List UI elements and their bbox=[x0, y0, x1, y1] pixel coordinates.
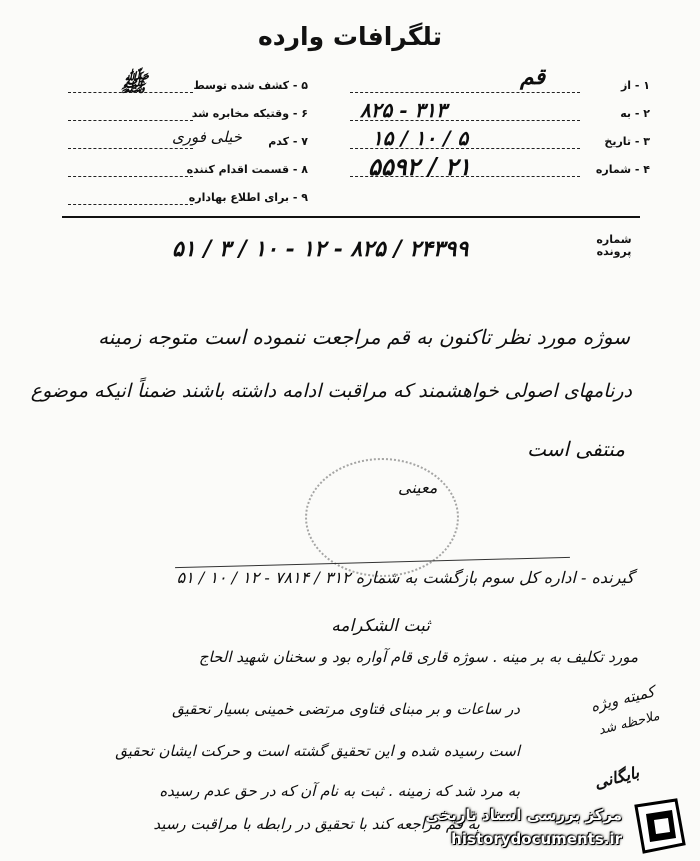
lower-line-3: است رسیده شده و این تحقیق گشته است و حرکت ایشان تحقیق bbox=[115, 742, 520, 760]
lower-title: ثبت الشکرامه bbox=[331, 616, 430, 636]
field-number-value: ۲۱ / ۵۵۹۲ bbox=[368, 152, 471, 181]
field-date-value: ۵ / ۱۰ / ۱۵ bbox=[372, 126, 469, 150]
margin-note-2: ملاحظه شد bbox=[597, 708, 662, 739]
field-inform-line bbox=[68, 204, 193, 205]
field-action-label: ۸ - قسمت اقدام کننده bbox=[186, 163, 308, 176]
watermark-logo-icon bbox=[628, 796, 688, 856]
document-title: تلگرافات وارده bbox=[258, 22, 442, 51]
watermark-url: historydocuments.ir bbox=[451, 830, 622, 848]
field-to-label: ۲ - به bbox=[620, 107, 650, 120]
watermark-name: مرکز بررسی اسناد تاریخی bbox=[425, 806, 622, 824]
field-code-value: خیلی فوری bbox=[172, 128, 242, 146]
margin-note-3: بایگانی bbox=[592, 762, 641, 793]
lower-line-5: به قم مراجعه کند با تحقیق در رابطه با مراقبت رسید bbox=[153, 815, 480, 833]
seal-stamp bbox=[305, 458, 459, 577]
field-number-label: ۴ - شماره bbox=[595, 163, 650, 176]
margin-note-1: کمیته ویژه bbox=[588, 682, 657, 716]
field-sent-time-label: ۶ - وقتیکه مخابره شد bbox=[191, 107, 308, 120]
field-to-value: ۳۱۳ - ۸۲۵ bbox=[360, 98, 447, 122]
file-number-value: ۲۴۳۹۹ / ۸۲۵ - ۱۲ - ۱۰ / ۳ / ۵۱ bbox=[172, 236, 469, 262]
header-divider bbox=[62, 216, 640, 218]
lower-line-4: به مرد شد که زمینه . ثبت به نام آن که در حق عدم رسیده bbox=[159, 782, 520, 800]
field-from-line bbox=[350, 92, 580, 93]
field-decoded-by-label: ۵ - کشف شده توسط bbox=[193, 79, 308, 92]
field-date-label: ۳ - تاریخ bbox=[604, 135, 650, 148]
field-code-label: ۷ - کدم bbox=[268, 135, 308, 148]
body-line-1: سوژه مورد نظر تاکنون به قم مراجعت ننموده است متوجه زمینه bbox=[98, 325, 630, 349]
signature-name: معینی bbox=[398, 478, 438, 497]
lower-line-1: مورد تکلیف به بر مینه . سوژه قاری قام آواره بود و سخنان شهید الحاج bbox=[198, 648, 638, 666]
file-number-label: شماره پرونده bbox=[596, 233, 632, 258]
body-line-3: منتفی است bbox=[527, 437, 625, 461]
field-from-label: ۱ - از bbox=[620, 79, 650, 92]
field-sent-time-line bbox=[68, 120, 193, 121]
field-from-value: قم bbox=[520, 64, 546, 90]
cc-line: گیرنده - اداره کل سوم بازگشت به شماره ۳۱۲ / ۷۸۱۴ - ۱۲ / ۱۰ / ۵۱ bbox=[176, 568, 634, 587]
field-code-line bbox=[68, 148, 193, 149]
field-inform-label: ۹ - برای اطلاع بهاداره bbox=[188, 191, 308, 204]
lower-line-2: در ساعات و بر مبنای فتاوی مرتضی خمینی بسیار تحقیق bbox=[172, 700, 520, 718]
field-action-line bbox=[68, 176, 193, 177]
body-line-2: درنامهای اصولی خواهشمند که مراقبت ادامه داشته باشند ضمناً انیکه موضوع bbox=[30, 380, 632, 402]
field-decoded-by-value: ﷺ bbox=[120, 71, 147, 97]
